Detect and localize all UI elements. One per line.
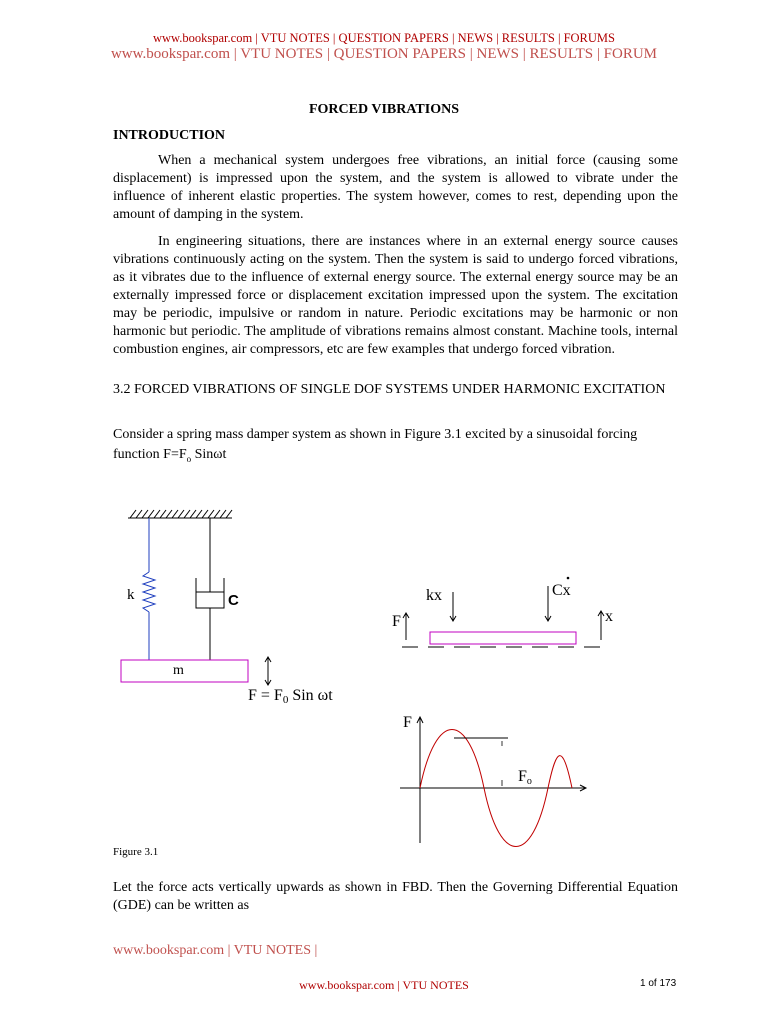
graph-f-label: F: [403, 714, 412, 731]
ceiling-support: [128, 510, 232, 518]
spring-label: k: [127, 587, 135, 603]
figure-caption: Figure 3.1: [113, 846, 159, 858]
page-number: 1 of 173: [640, 978, 677, 989]
paragraph-3-end: Sinωt: [191, 447, 227, 462]
paragraph-3-subscript: o: [186, 453, 192, 464]
damper-label: C: [228, 592, 239, 609]
fbd-cx-dot: [567, 577, 570, 580]
mass-block: [121, 660, 248, 682]
section-heading: 3.2 FORCED VIBRATIONS OF SINGLE DOF SYSTEMS UNDER HARMONIC EXCITATION: [113, 382, 666, 397]
paragraph-3: [113, 425, 673, 469]
header-link-big[interactable]: www.bookspar.com | VTU NOTES | QUESTION PAPERS | NEWS | RESULTS | FORUM: [110, 46, 658, 62]
force-arrow: [265, 657, 271, 685]
header-link-small[interactable]: www.bookspar.com | VTU NOTES | QUESTION PAPERS | NEWS | RESULTS | FORUMS: [153, 31, 615, 45]
paragraph-4: Let the force acts vertically upwards as shown in FBD. Then the Governing Differential Equation (GDE) can be written as: [113, 880, 678, 913]
paragraph-3-text: Consider a spring mass damper system as shown in Figure 3.1 excited by a sinusoidal forcing function F=F: [113, 427, 638, 462]
fbd-cx-label: Cx: [552, 582, 571, 599]
fbd-kx-label: kx: [426, 587, 442, 604]
footer-link[interactable]: www.bookspar.com | VTU NOTES |: [113, 943, 318, 958]
paragraph-2-text: In engineering situations, there are instances where in an external energy source causes vibrations continuously acting on the system. Then the system is said to undergo forced vibrations, as it vibrates due to the influence of external energy source. The external energy source may be an externally impressed force or displacement excitation impressed upon the system. The excitation may be periodic, impulsive or random in nature. Periodic excitations may be harmonic or non harmonic but periodic. The amplitude of vibrations remains almost constant. Machine tools, internal combustion engines, air compressors, etc are few examples that undergo forced vibration.: [113, 234, 678, 357]
fbd-x-label: x: [605, 608, 613, 625]
paragraph-1-text: When a mechanical system undergoes free vibrations, an initial force (causing some displacement) is impressed upon the system, and the system is allowed to vibrate under the influence of inherent elastic properties. The system however, comes to rest, depending upon the amount of damping in the system.: [113, 153, 678, 222]
intro-heading: INTRODUCTION: [113, 128, 226, 143]
fbd-f-label: F: [392, 613, 401, 630]
graph-fo-label: Fo: [518, 768, 532, 787]
force-equation: F = F0 Sin ωt: [248, 687, 333, 706]
damper: [196, 518, 224, 660]
graph-axes: [400, 717, 586, 843]
page-title: FORCED VIBRATIONS: [308, 102, 459, 117]
spring: [143, 518, 155, 660]
paragraph-2: [113, 233, 678, 359]
figure-3-1: [0, 500, 768, 850]
paragraph-1: [113, 152, 678, 224]
mass-label: m: [173, 663, 184, 678]
fbd-mass-block: [430, 632, 576, 644]
bottom-link[interactable]: www.bookspar.com | VTU NOTES: [299, 978, 469, 992]
